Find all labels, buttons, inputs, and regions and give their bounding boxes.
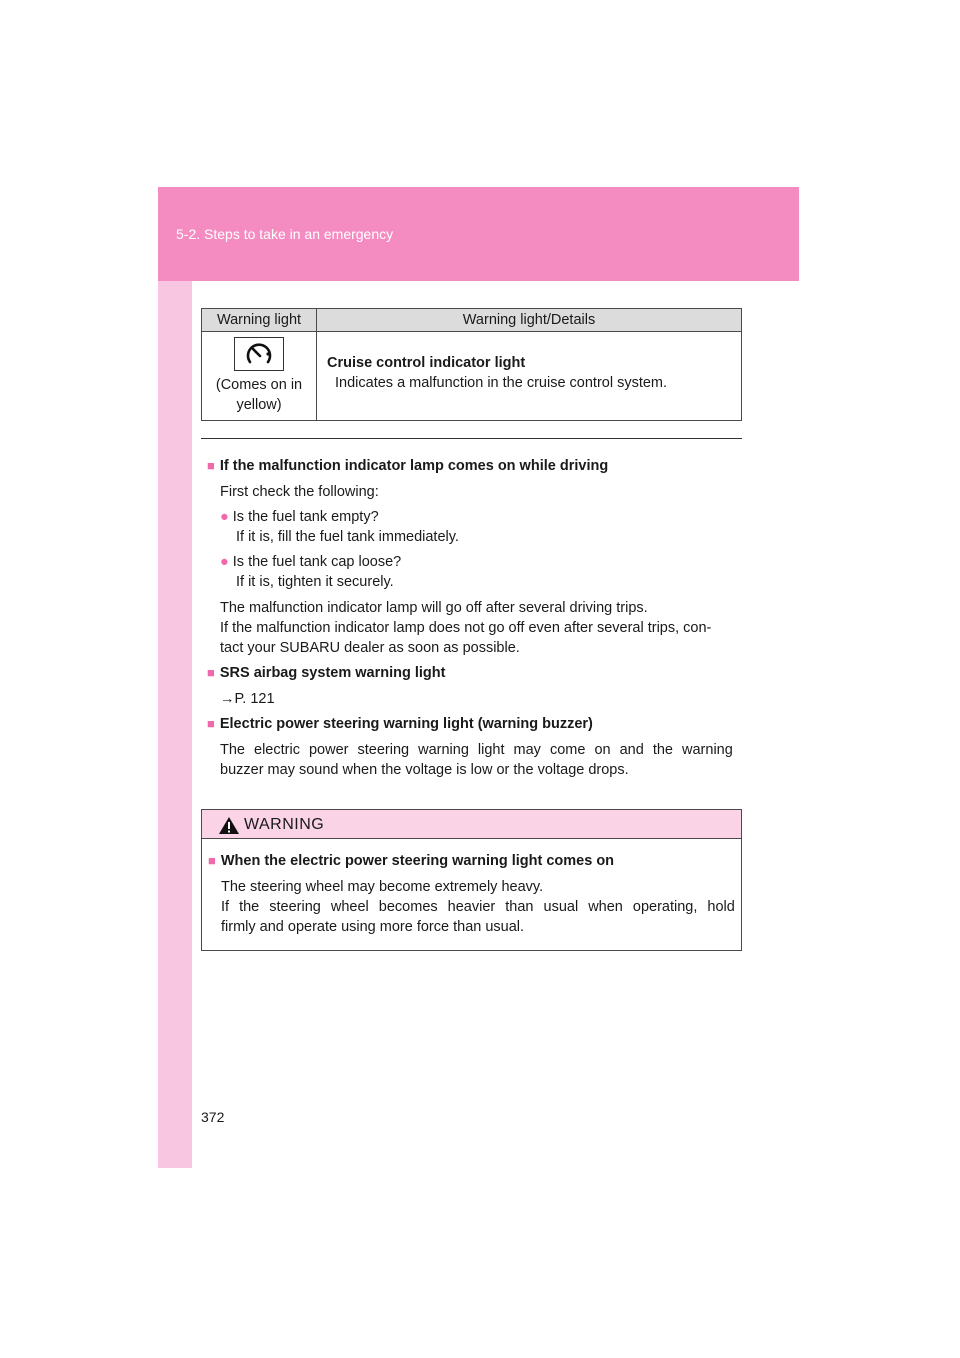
icon-cell bbox=[202, 332, 317, 421]
section-title: 5-2. Steps to take in an emergency bbox=[176, 226, 394, 242]
outro-text: If the malfunction indicator lamp does not go off even after several trips, con- bbox=[220, 620, 712, 636]
column-header-warning-light: Warning light bbox=[202, 309, 317, 332]
outro-text: The malfunction indicator lamp will go off after several driving trips. bbox=[220, 600, 648, 616]
body-text: buzzer may sound when the voltage is low or the voltage drops. bbox=[220, 762, 629, 778]
section-heading: ■ If the malfunction indicator lamp comes on while driving bbox=[207, 458, 609, 474]
cruise-control-icon bbox=[234, 337, 284, 371]
icon-note-line1: (Comes on in bbox=[215, 377, 303, 393]
warning-box bbox=[201, 809, 742, 951]
bullet-answer: If it is, tighten it securely. bbox=[236, 574, 394, 590]
section-heading: ■ SRS airbag system warning light bbox=[207, 665, 446, 681]
warning-triangle-icon bbox=[218, 816, 240, 840]
main-content bbox=[207, 456, 737, 780]
srs-section bbox=[207, 663, 737, 709]
warning-text: firmly and operate using more force than usual. bbox=[221, 919, 525, 935]
warning-text: If the steering wheel becomes heavier than usual when operating, hold bbox=[221, 899, 735, 915]
indicator-detail: Indicates a malfunction in the cruise control system. bbox=[335, 375, 668, 391]
page-reference[interactable]: →P. 121 bbox=[220, 691, 275, 707]
outro-text: tact your SUBARU dealer as soon as possible. bbox=[220, 640, 520, 656]
warning-text: The steering wheel may become extremely heavy. bbox=[221, 879, 544, 895]
warning-heading: ■ When the electric power steering warning light comes on bbox=[208, 853, 615, 869]
warning-light-table bbox=[201, 308, 742, 421]
warning-label: WARNING bbox=[244, 816, 325, 833]
warning-header bbox=[202, 810, 741, 839]
square-bullet-icon: ■ bbox=[207, 458, 215, 473]
intro-text: First check the following: bbox=[220, 484, 379, 500]
circle-bullet-icon: ● bbox=[220, 554, 229, 570]
bullet-answer: If it is, fill the fuel tank immediately. bbox=[236, 529, 459, 545]
table-header-row bbox=[202, 309, 742, 332]
section-heading: ■ Electric power steering warning light (warning buzzer) bbox=[207, 716, 593, 732]
square-bullet-icon: ■ bbox=[207, 665, 215, 680]
malfunction-section bbox=[207, 456, 737, 658]
detail-cell bbox=[317, 332, 742, 421]
side-margin-band bbox=[158, 187, 192, 1168]
bullet-item: ● Is the fuel tank empty? bbox=[220, 509, 379, 525]
arrow-right-icon: → bbox=[220, 691, 235, 707]
bullet-item: ● Is the fuel tank cap loose? bbox=[220, 554, 402, 570]
eps-section bbox=[207, 714, 737, 780]
icon-note-line2: yellow) bbox=[236, 397, 282, 413]
square-bullet-icon: ■ bbox=[208, 853, 216, 868]
divider-rule bbox=[201, 438, 742, 439]
page-number: 372 bbox=[201, 1109, 225, 1125]
body-text: The electric power steering warning light may come on and the warning bbox=[220, 742, 733, 758]
warning-body bbox=[208, 851, 736, 937]
circle-bullet-icon: ● bbox=[220, 509, 229, 525]
indicator-title: Cruise control indicator light bbox=[327, 355, 526, 371]
square-bullet-icon: ■ bbox=[207, 716, 215, 731]
table-row bbox=[202, 332, 742, 421]
column-header-details: Warning light/Details bbox=[317, 309, 742, 332]
